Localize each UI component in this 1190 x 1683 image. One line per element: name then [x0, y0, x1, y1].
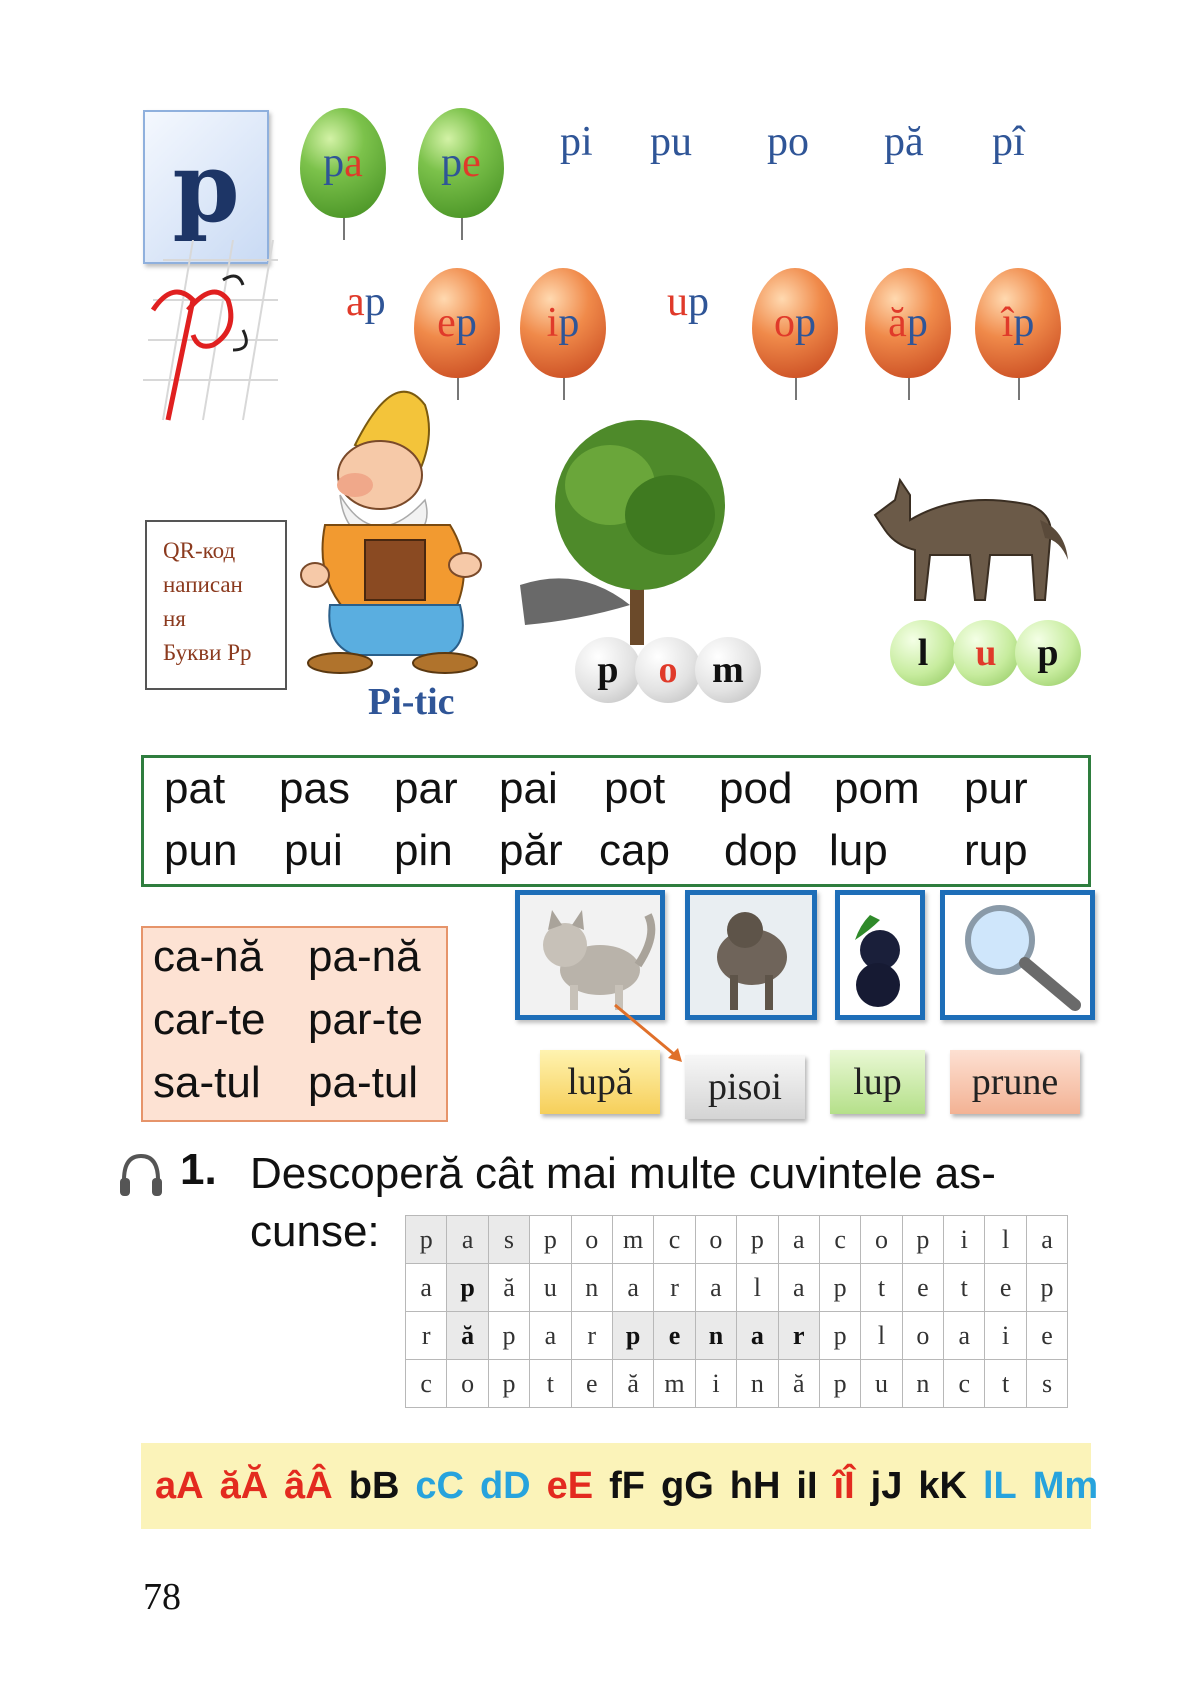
- consonant: p: [323, 140, 345, 186]
- grid-cell[interactable]: e: [985, 1264, 1026, 1312]
- grid-cell[interactable]: p: [737, 1216, 778, 1264]
- consonant: pî: [992, 119, 1025, 165]
- vowel: î: [1001, 300, 1014, 346]
- qr-line: Букви Рр: [163, 640, 252, 665]
- balloon-syllable: [418, 108, 504, 218]
- label-card-lup[interactable]: lup: [830, 1050, 925, 1114]
- grid-cell[interactable]: t: [985, 1360, 1026, 1408]
- consonant: po: [767, 119, 809, 165]
- vowel: a: [344, 140, 363, 186]
- exercise-number: 1.: [180, 1145, 217, 1194]
- grid-cell[interactable]: c: [944, 1360, 985, 1408]
- alphabet-letter-pair: dD: [479, 1464, 531, 1507]
- consonant: p: [688, 279, 709, 325]
- grid-cell[interactable]: s: [488, 1216, 529, 1264]
- syllable-item: [655, 268, 709, 326]
- alphabet-letter-pair: kK: [918, 1464, 967, 1507]
- word: păr: [499, 826, 563, 875]
- syllable-text: [560, 118, 593, 166]
- grid-cell[interactable]: ă: [612, 1360, 653, 1408]
- wolf-photo[interactable]: [685, 890, 817, 1020]
- word: pom: [834, 764, 920, 813]
- exercise-line-1: Descoperă cât mai multe cuvintele as-: [250, 1149, 996, 1198]
- consonant: p: [558, 300, 580, 346]
- alphabet-letter-pair: lL: [982, 1464, 1017, 1507]
- alphabet-letter-pair: hH: [729, 1464, 781, 1507]
- word-list-box: [141, 755, 1091, 887]
- grid-cell[interactable]: p: [488, 1312, 529, 1360]
- consonant: p: [906, 300, 928, 346]
- grid-cell[interactable]: c: [819, 1216, 860, 1264]
- balloon-string: [343, 218, 345, 240]
- grid-cell[interactable]: a: [695, 1264, 736, 1312]
- word: cap: [599, 826, 670, 875]
- grid-cell[interactable]: t: [944, 1264, 985, 1312]
- balloon-string: [795, 378, 797, 400]
- syllable-word: pa-tul: [308, 1058, 419, 1107]
- alphabet-letter-pair: eE: [546, 1464, 594, 1507]
- grid-cell[interactable]: p: [530, 1216, 571, 1264]
- bead-letter: l: [917, 632, 929, 674]
- balloon-string: [461, 218, 463, 240]
- balloon-syllable: [865, 268, 951, 378]
- label-card-pisoi[interactable]: pisoi: [685, 1055, 805, 1119]
- word: pai: [499, 764, 558, 813]
- label-card-lupa[interactable]: lupă: [540, 1050, 660, 1114]
- letter-bead: [695, 637, 761, 703]
- word: pod: [719, 764, 793, 813]
- letter-bead: [1015, 620, 1081, 686]
- grid-cell[interactable]: a: [447, 1216, 488, 1264]
- grid-cell[interactable]: p: [819, 1360, 860, 1408]
- consonant: pi: [560, 119, 593, 165]
- vowel: a: [346, 279, 365, 325]
- vowel: e: [462, 140, 481, 186]
- syllable-item: [334, 268, 386, 326]
- qr-line: QR-код: [163, 538, 236, 563]
- letter-bead: [890, 620, 956, 686]
- grid-cell[interactable]: p: [447, 1264, 488, 1312]
- vowel: ă: [888, 300, 907, 346]
- vowel: u: [667, 279, 688, 325]
- grid-cell[interactable]: c: [406, 1360, 447, 1408]
- grid-cell[interactable]: ă: [488, 1264, 529, 1312]
- grid-cell[interactable]: m: [612, 1216, 653, 1264]
- balloon-syllable: [520, 268, 606, 378]
- handwriting-p-illustration: [143, 240, 283, 440]
- alphabet-letter-pair: fF: [609, 1464, 645, 1507]
- grid-cell[interactable]: i: [985, 1312, 1026, 1360]
- gnome-illustration: [285, 375, 505, 675]
- vowel: e: [437, 300, 456, 346]
- grid-cell[interactable]: a: [1026, 1216, 1067, 1264]
- grid-cell[interactable]: e: [571, 1360, 612, 1408]
- grid-cell[interactable]: a: [778, 1264, 819, 1312]
- grid-cell[interactable]: s: [1026, 1360, 1067, 1408]
- balloon-string: [1018, 378, 1020, 400]
- balloon-syllable: [975, 268, 1061, 378]
- bead-letter: p: [1037, 632, 1059, 674]
- alphabet-letter-pair: ăĂ: [219, 1464, 269, 1507]
- grid-cell[interactable]: t: [530, 1360, 571, 1408]
- grid-cell[interactable]: r: [571, 1312, 612, 1360]
- alphabet-bar: [141, 1443, 1099, 1529]
- grid-cell[interactable]: e: [902, 1264, 943, 1312]
- qr-line: написан: [163, 572, 243, 597]
- syllable-item: [980, 108, 1025, 166]
- syllable-item: [548, 108, 593, 166]
- vowel: o: [774, 300, 795, 346]
- syllable-item: [414, 268, 500, 378]
- consonant: p: [441, 140, 463, 186]
- syllable-word: car-te: [153, 995, 266, 1044]
- magnifier-image: [945, 895, 1090, 1015]
- grid-cell[interactable]: o: [447, 1360, 488, 1408]
- grid-cell[interactable]: t: [861, 1264, 902, 1312]
- syllable-text: [767, 118, 809, 166]
- syllable-item: [975, 268, 1061, 378]
- plum-image: [840, 895, 920, 1015]
- grid-cell[interactable]: p: [819, 1264, 860, 1312]
- bead-letter: p: [597, 649, 619, 691]
- consonant: p: [1013, 300, 1035, 346]
- bead-letter: m: [712, 649, 744, 691]
- alphabet-letter-pair: Mm: [1032, 1464, 1099, 1507]
- syllable-item: [865, 268, 951, 378]
- bead-letter: o: [658, 649, 678, 691]
- grid-cell[interactable]: u: [861, 1360, 902, 1408]
- grid-cell[interactable]: n: [695, 1312, 736, 1360]
- balloon-syllable: [414, 268, 500, 378]
- grid-cell[interactable]: a: [406, 1264, 447, 1312]
- consonant: pă: [884, 119, 924, 165]
- grid-cell[interactable]: i: [944, 1216, 985, 1264]
- grid-cell[interactable]: a: [530, 1312, 571, 1360]
- grid-row: [406, 1216, 1068, 1264]
- grid-cell[interactable]: a: [612, 1264, 653, 1312]
- syllable-text: [667, 278, 709, 326]
- syllable-item: [872, 108, 924, 166]
- balloon-syllable: [300, 108, 386, 218]
- grid-cell[interactable]: ă: [778, 1360, 819, 1408]
- balloon-string: [908, 378, 910, 400]
- grid-cell[interactable]: l: [861, 1312, 902, 1360]
- syllable-text: [992, 118, 1025, 166]
- word: pun: [164, 826, 238, 875]
- kitten-image: [520, 895, 660, 1015]
- wolf-illustration: [870, 460, 1070, 610]
- grid-cell[interactable]: i: [695, 1360, 736, 1408]
- grid-cell[interactable]: p: [612, 1312, 653, 1360]
- alphabet-letter-pair: jJ: [870, 1464, 903, 1507]
- balloon-string: [563, 378, 565, 400]
- grid-cell[interactable]: p: [1026, 1264, 1067, 1312]
- grid-cell[interactable]: e: [1026, 1312, 1067, 1360]
- grid-cell[interactable]: c: [654, 1216, 695, 1264]
- syllable-item: [755, 108, 809, 166]
- grid-cell[interactable]: p: [819, 1312, 860, 1360]
- letter-bead: [635, 637, 701, 703]
- letter-tile: p: [143, 110, 269, 264]
- letter-bead: [575, 637, 641, 703]
- vowel: i: [546, 300, 559, 346]
- pitic-caption: Pi-tic: [368, 681, 455, 723]
- qr-code-box[interactable]: [145, 520, 287, 690]
- grid-cell[interactable]: r: [778, 1312, 819, 1360]
- grid-cell[interactable]: o: [695, 1216, 736, 1264]
- word: par: [394, 764, 458, 813]
- syllable-word: ca-nă: [153, 932, 264, 981]
- alphabet-letter-pair: bB: [348, 1464, 400, 1507]
- balloon-syllable: [752, 268, 838, 378]
- syllable-word: pa-nă: [308, 932, 421, 981]
- syllable-item: [300, 108, 386, 218]
- consonant: pu: [650, 119, 692, 165]
- letter-search-grid: [405, 1215, 1068, 1408]
- consonant: p: [795, 300, 816, 346]
- grid-cell[interactable]: p: [406, 1216, 447, 1264]
- grid-cell[interactable]: l: [985, 1216, 1026, 1264]
- tree-illustration: [520, 405, 760, 655]
- word: lup: [829, 826, 888, 875]
- grid-cell[interactable]: o: [571, 1216, 612, 1264]
- syllable-item: [520, 268, 606, 378]
- consonant: p: [364, 279, 386, 325]
- grid-cell[interactable]: ă: [447, 1312, 488, 1360]
- word: pot: [604, 764, 666, 813]
- grid-cell[interactable]: o: [902, 1312, 943, 1360]
- grid-cell[interactable]: a: [737, 1312, 778, 1360]
- syllable-item: [752, 268, 838, 378]
- grid-cell[interactable]: l: [737, 1264, 778, 1312]
- grid-cell[interactable]: r: [406, 1312, 447, 1360]
- word: pui: [284, 826, 343, 875]
- syllable-pairs-box: [141, 926, 448, 1122]
- syllable-word: par-te: [308, 995, 423, 1044]
- word: rup: [964, 826, 1028, 875]
- wolf-photo-image: [690, 895, 812, 1015]
- magnifier-photo[interactable]: [940, 890, 1095, 1020]
- syllable-item: [418, 108, 504, 218]
- syllable-text: [346, 278, 386, 326]
- syllable-item: [638, 108, 692, 166]
- syllable-text: [884, 118, 924, 166]
- headphones-icon: [116, 1150, 166, 1200]
- grid-cell[interactable]: r: [654, 1264, 695, 1312]
- grid-cell[interactable]: o: [861, 1216, 902, 1264]
- grid-cell[interactable]: a: [944, 1312, 985, 1360]
- qr-line: ня: [163, 606, 186, 631]
- grid-cell[interactable]: n: [902, 1360, 943, 1408]
- alphabet-letter-pair: âÂ: [284, 1464, 333, 1507]
- grid-cell[interactable]: p: [488, 1360, 529, 1408]
- word: pur: [964, 764, 1028, 813]
- alphabet-letter-pair: cC: [415, 1464, 464, 1507]
- grid-cell[interactable]: n: [737, 1360, 778, 1408]
- page-number: 78: [143, 1576, 181, 1618]
- exercise-line-2: cunse:: [250, 1207, 380, 1256]
- grid-cell[interactable]: n: [571, 1264, 612, 1312]
- word: pat: [164, 764, 226, 813]
- syllable-word: sa-tul: [153, 1058, 261, 1107]
- label-card-prune[interactable]: prune: [950, 1050, 1080, 1114]
- alphabet-letter-pair: iI: [796, 1464, 818, 1507]
- grid-cell[interactable]: m: [654, 1360, 695, 1408]
- grid-cell[interactable]: a: [778, 1216, 819, 1264]
- grid-row: [406, 1312, 1068, 1360]
- grid-cell[interactable]: p: [902, 1216, 943, 1264]
- alphabet-letter-pair: gG: [660, 1464, 714, 1507]
- word: pin: [394, 826, 453, 875]
- grid-cell[interactable]: e: [654, 1312, 695, 1360]
- letter-bead: [953, 620, 1019, 686]
- alphabet-letter-pair: îÎ: [833, 1464, 855, 1507]
- grid-row: [406, 1264, 1068, 1312]
- plum-photo[interactable]: [835, 890, 925, 1020]
- grid-cell[interactable]: u: [530, 1264, 571, 1312]
- syllable-text: [650, 118, 692, 166]
- consonant: p: [455, 300, 477, 346]
- bead-letter: u: [975, 632, 997, 674]
- grid-row: [406, 1360, 1068, 1408]
- word: pas: [279, 764, 350, 813]
- alphabet-letter-pair: aA: [155, 1464, 204, 1507]
- word: dop: [724, 826, 798, 875]
